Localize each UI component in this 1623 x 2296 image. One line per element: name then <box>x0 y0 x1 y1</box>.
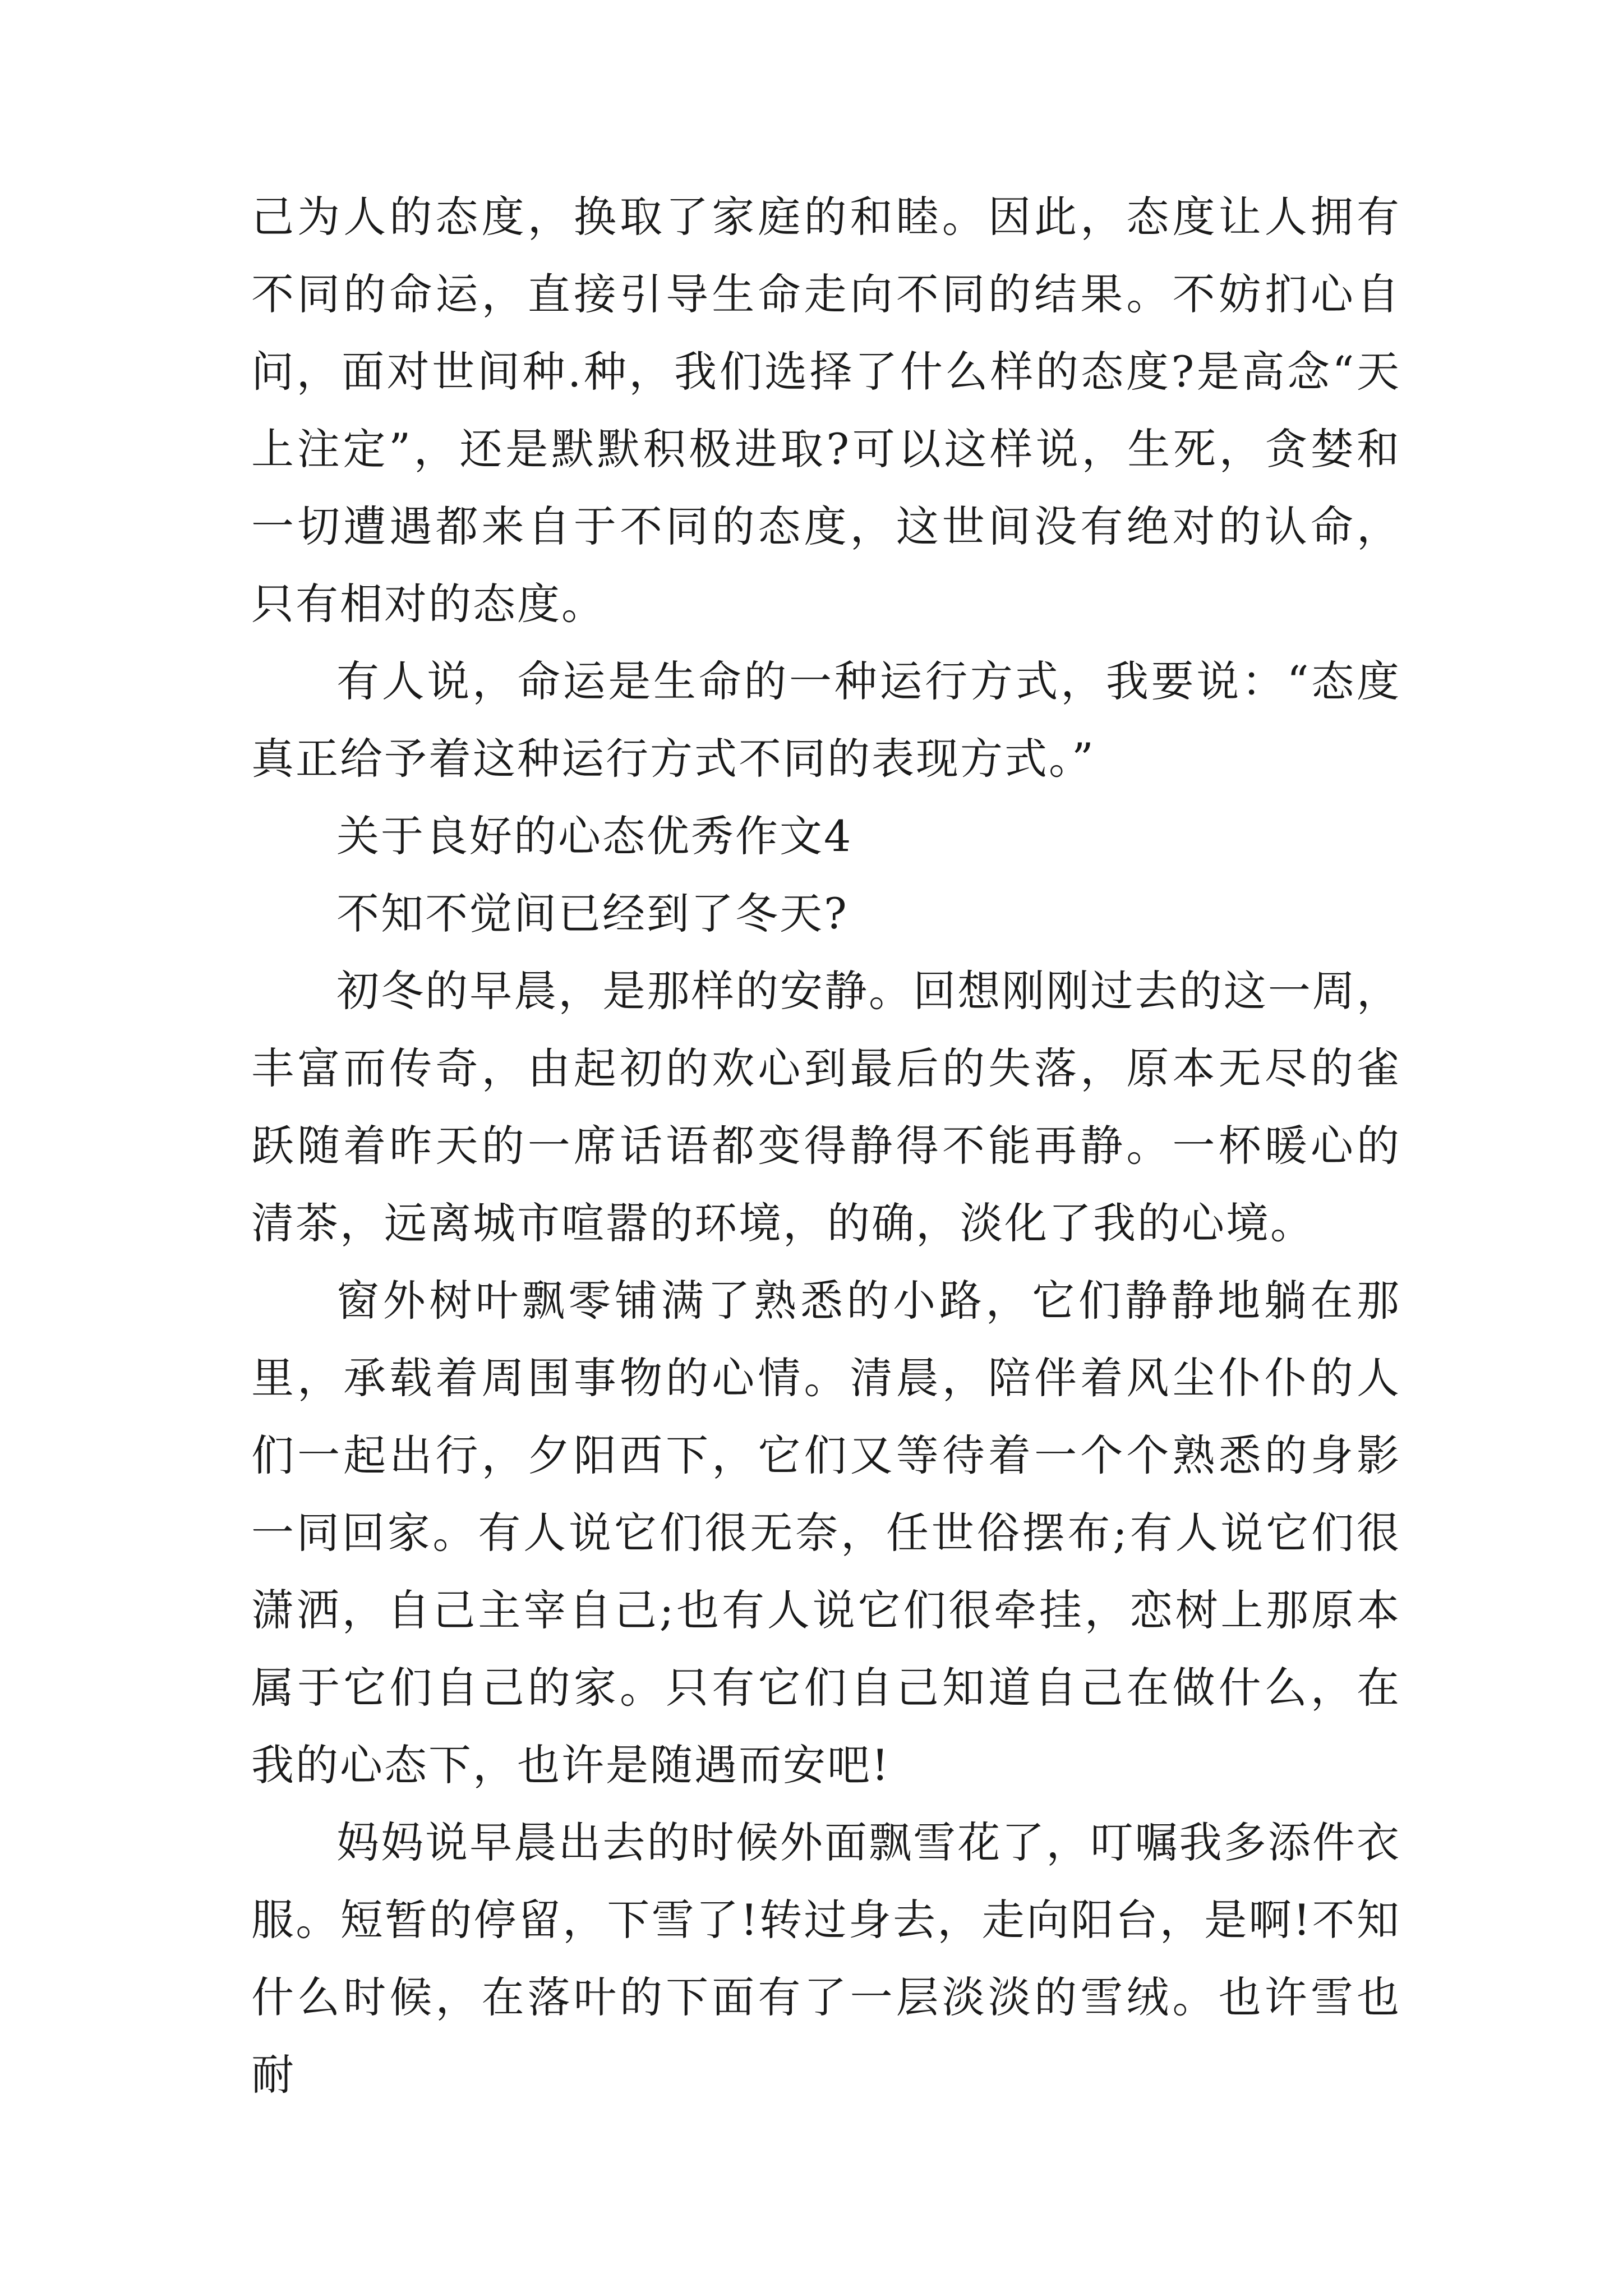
paragraph-7: 妈妈说早晨出去的时候外面飘雪花了，叮嘱我多添件衣服。短暂的停留，下雪了!转过身去，走向阳台，是啊!不知什么时候，在落叶的下面有了一层淡淡的雪绒。也许雪也耐 <box>251 1818 1401 2100</box>
paragraph-4: 不知不觉间已经到了冬天? <box>336 889 849 938</box>
section-heading: 关于良好的心态优秀作文4 <box>336 811 853 861</box>
document-body <box>251 178 1401 2114</box>
paragraph-6: 窗外树叶飘零铺满了熟悉的小路，它们静静地躺在那里，承载着周围事物的心情。清晨，陪伴着风尘仆仆的人们一起出行，夕阳西下，它们又等待着一个个熟悉的身影一同回家。有人说它们很无奈，任世俗摆布;有人说它们很潇洒，自己主宰自己;也有人说它们很牵挂，恋树上那原本属于它们自己的家。只有它们自己知道自己在做什么，在我的心态下，也许是随遇而安吧! <box>251 1276 1401 1790</box>
paragraph-1: 己为人的态度，换取了家庭的和睦。因此，态度让人拥有不同的命运，直接引导生命走向不同的结果。不妨扪心自问，面对世间种.种，我们选择了什么样的态度?是高念“天上注定”，还是默默积极进取?可以这样说，生死，贪婪和一切遭遇都来自于不同的态度，这世间没有绝对的认命，只有相对的态度。 <box>251 192 1401 629</box>
paragraph-2: 有人说，命运是生命的一种运行方式，我要说：“态度真正给予着这种运行方式不同的表现方式。” <box>251 656 1401 784</box>
paragraph-5: 初冬的早晨，是那样的安静。回想刚刚过去的这一周，丰富而传奇，由起初的欢心到最后的失落，原本无尽的雀跃随着昨天的一席话语都变得静得不能再静。一杯暖心的清茶，远离城市喧嚣的环境，的确，淡化了我的心境。 <box>251 966 1401 1248</box>
